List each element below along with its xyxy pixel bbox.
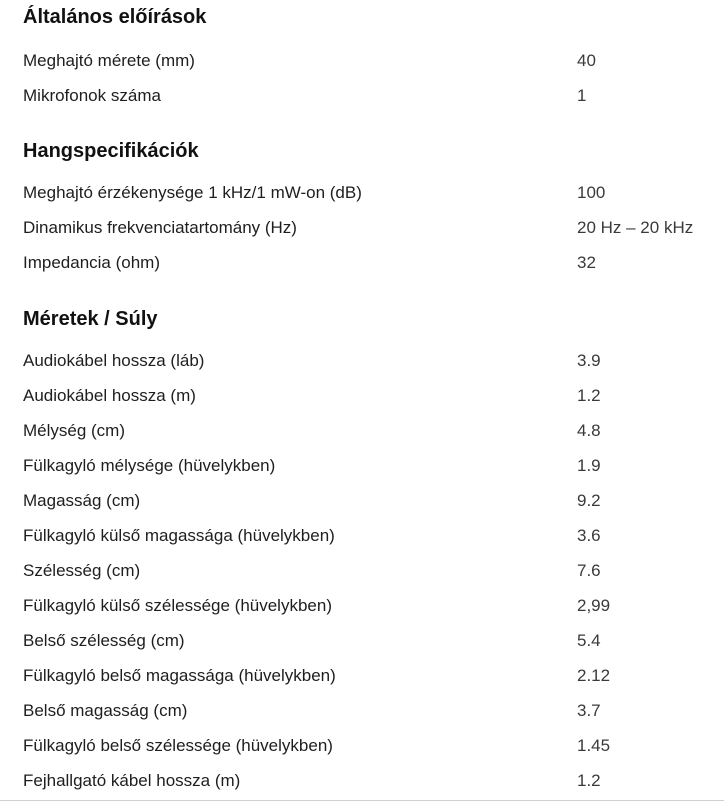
spec-row [0, 43, 724, 78]
spec-row [0, 175, 724, 210]
spec-row [0, 483, 724, 518]
spec-value: 1.2 [577, 771, 601, 790]
spec-row [0, 245, 724, 280]
spec-label: Fülkagyló külső magassága (hüvelykben) [23, 526, 335, 545]
spec-row [0, 210, 724, 245]
spec-value: 32 [577, 253, 596, 272]
spec-value: 9.2 [577, 491, 601, 510]
section-title: Hangspecifikációk [23, 140, 199, 162]
spec-value: 3.6 [577, 526, 601, 545]
spec-value: 20 Hz – 20 kHz [577, 218, 694, 237]
spec-label: Magasság (cm) [23, 491, 141, 510]
spec-label: Impedancia (ohm) [23, 253, 161, 272]
spec-label: Belső szélesség (cm) [23, 631, 185, 650]
spec-value: 3.7 [577, 701, 601, 720]
spec-label: Fülkagyló belső magassága (hüvelykben) [23, 666, 336, 685]
spec-value: 2,99 [577, 596, 611, 615]
spec-row [0, 623, 724, 658]
spec-row [0, 518, 724, 553]
section-title: Általános előírások [23, 6, 207, 28]
spec-value: 4.8 [577, 421, 601, 440]
spec-value: 40 [577, 51, 596, 70]
spec-label: Mélység (cm) [23, 421, 126, 440]
spec-row [0, 413, 724, 448]
spec-label: Audiokábel hossza (láb) [23, 351, 205, 370]
spec-row [0, 343, 724, 378]
spec-row [0, 658, 724, 693]
spec-label: Belső magasság (cm) [23, 701, 188, 720]
spec-label: Szélesség (cm) [23, 561, 141, 580]
spec-value: 5.4 [577, 631, 601, 650]
spec-label: Mikrofonok száma [23, 86, 161, 105]
spec-value: 1.9 [577, 456, 601, 475]
spec-label: Dinamikus frekvenciatartomány (Hz) [23, 218, 297, 237]
spec-value: 1.45 [577, 736, 611, 755]
spec-row [0, 588, 724, 623]
spec-label: Fülkagyló külső szélessége (hüvelykben) [23, 596, 332, 615]
spec-row [0, 78, 724, 113]
spec-value: 2.12 [577, 666, 611, 685]
spec-label: Audiokábel hossza (m) [23, 386, 196, 405]
spec-row [0, 553, 724, 588]
spec-label: Fülkagyló belső szélessége (hüvelykben) [23, 736, 333, 755]
spec-label: Meghajtó érzékenysége 1 kHz/1 mW-on (dB) [23, 183, 362, 202]
spec-value: 7.6 [577, 561, 601, 580]
bottom-divider [0, 800, 724, 801]
spec-value: 1.2 [577, 386, 601, 405]
spec-label: Fülkagyló mélysége (hüvelykben) [23, 456, 276, 475]
spec-row [0, 728, 724, 763]
section-title: Méretek / Súly [23, 308, 158, 330]
spec-row [0, 763, 724, 798]
spec-value: 100 [577, 183, 606, 202]
spec-row [0, 693, 724, 728]
spec-value: 3.9 [577, 351, 601, 370]
spec-label: Fejhallgató kábel hossza (m) [23, 771, 241, 790]
spec-row [0, 378, 724, 413]
spec-value: 1 [577, 86, 587, 105]
spec-label: Meghajtó mérete (mm) [23, 51, 195, 70]
spec-row [0, 448, 724, 483]
